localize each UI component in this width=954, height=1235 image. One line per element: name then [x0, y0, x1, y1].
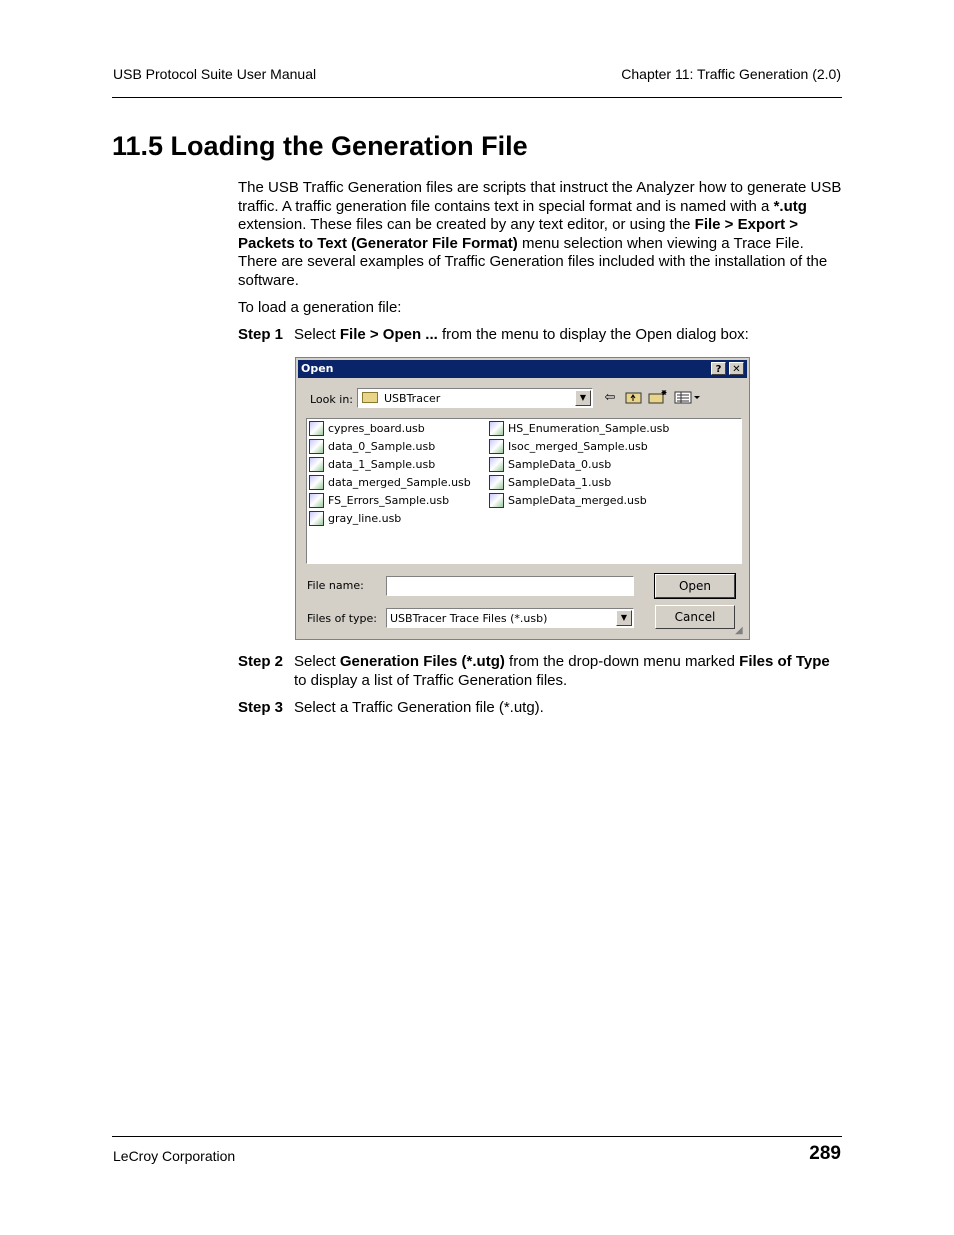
folder-icon — [362, 392, 378, 403]
file-icon — [489, 475, 504, 490]
step-label: Step 1 — [238, 326, 284, 343]
file-icon — [489, 439, 504, 454]
help-button[interactable]: ? — [711, 362, 726, 375]
file-icon — [309, 511, 324, 526]
new-folder-icon[interactable] — [648, 389, 668, 407]
step-text: Select a Traffic Generation file (*.utg). — [294, 699, 544, 716]
step-text: Select File > Open ... from the menu to display the Open dialog box: — [294, 326, 749, 343]
chevron-down-icon[interactable]: ▼ — [616, 610, 632, 626]
section-title: 11.5 Loading the Generation File — [112, 131, 528, 161]
file-icon — [309, 457, 324, 472]
page-number: 289 — [809, 1143, 841, 1164]
dialog-title: Open — [301, 362, 334, 375]
close-button[interactable]: ✕ — [729, 362, 744, 375]
header-chapter: Chapter 11: Traffic Generation (2.0) — [621, 66, 841, 82]
file-icon — [309, 421, 324, 436]
step-3 — [238, 698, 844, 717]
header-rule — [112, 97, 842, 98]
to-load-text: To load a generation file: — [238, 299, 402, 316]
file-icon — [489, 421, 504, 436]
file-list[interactable]: cypres_board.usb data_0_Sample.usb data_1_Sample.usb data_merged_Sample.usb FS_Errors_Sample.usb gray_line.usb HS_Enumeration_Sample.usb Isoc_merged_Sample.usb SampleData_0.usb SampleData_1.usb SampleData_merged.usb — [306, 418, 742, 564]
files-of-type-label: Files of type: — [307, 612, 378, 625]
step-1 — [238, 325, 844, 344]
files-of-type-select[interactable] — [386, 608, 634, 628]
file-name-label: File name: — [307, 579, 364, 592]
back-arrow-icon[interactable]: ⇦ — [604, 390, 616, 405]
file-icon — [309, 439, 324, 454]
up-folder-icon[interactable] — [624, 389, 644, 407]
file-icon — [489, 493, 504, 508]
step-label: Step 3 — [238, 699, 284, 716]
look-in-select[interactable] — [357, 388, 593, 408]
file-icon — [309, 493, 324, 508]
footer-company: LeCroy Corporation — [113, 1148, 236, 1164]
open-button[interactable]: Open — [655, 574, 735, 598]
chevron-down-icon[interactable]: ▼ — [575, 390, 591, 406]
cancel-button[interactable]: Cancel — [655, 605, 735, 629]
step-text: Select Generation Files (*.utg) from the drop-down menu marked Files of Type to display a list of Traffic Generation files. — [294, 653, 830, 689]
file-icon — [309, 475, 324, 490]
file-icon — [489, 457, 504, 472]
header-title: USB Protocol Suite User Manual — [113, 66, 317, 82]
look-in-label: Look in: — [310, 393, 353, 406]
step-label: Step 2 — [238, 653, 284, 670]
footer-rule — [112, 1136, 842, 1137]
open-dialog — [295, 357, 750, 640]
look-in-value: USBTracer — [384, 392, 441, 405]
step-2 — [238, 652, 844, 690]
view-menu-icon[interactable] — [674, 389, 702, 407]
files-of-type-value: USBTracer Trace Files (*.usb) — [390, 612, 548, 625]
resize-grip-icon[interactable]: ◢ — [735, 625, 743, 636]
file-name-input[interactable] — [386, 576, 634, 596]
dialog-title-bar[interactable] — [298, 360, 747, 378]
intro-paragraph: The USB Traffic Generation files are scripts that instruct the Analyzer how to generate USB traffic. A traffic generation file contains text in special format and is named with a *.utg extension. These files can be created by any text editor, or using the File > Export > Packets to Text (Generator File Format) menu selection when viewing a Trace File. There are several examples of Traffic Generation files included with the installation of the software. — [238, 179, 842, 289]
